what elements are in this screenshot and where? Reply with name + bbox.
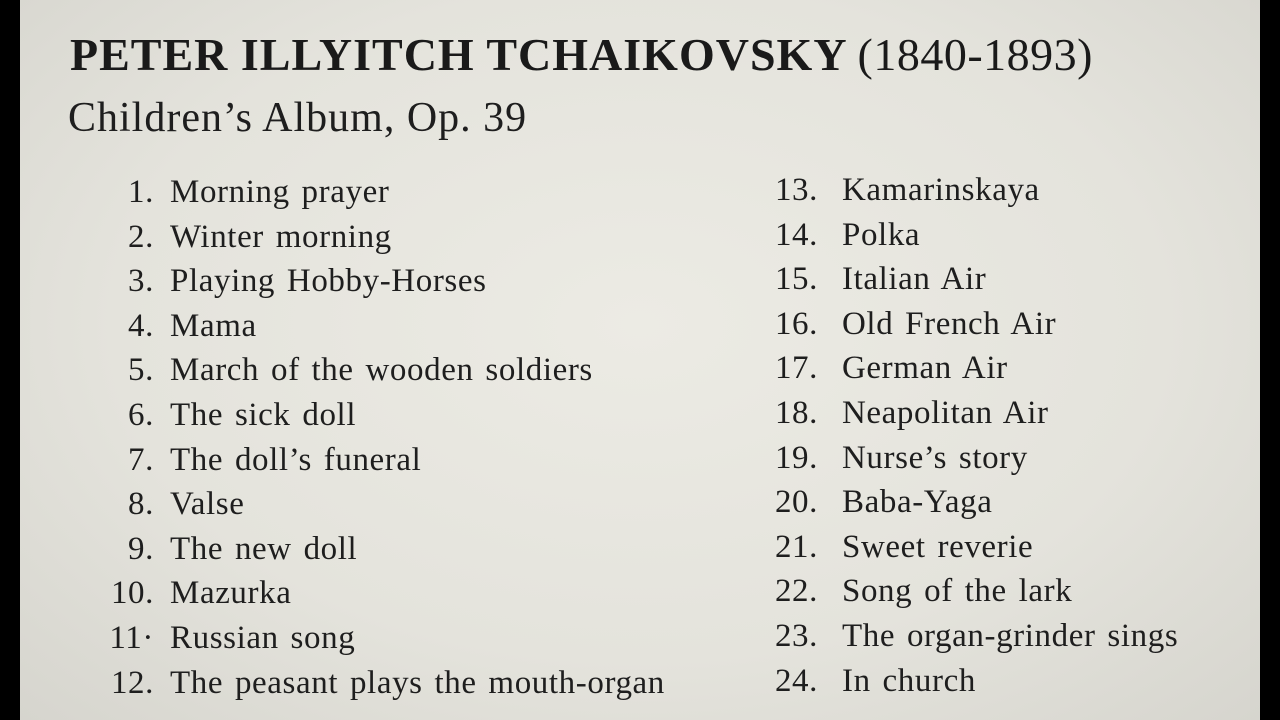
composer-years: (1840-1893) — [857, 29, 1094, 80]
track-title: Russian song — [170, 619, 356, 656]
track-list-right — [762, 168, 1178, 703]
track-number: 11· — [109, 619, 154, 656]
track-title: Baba-Yaga — [842, 484, 993, 521]
track-number: 14. — [774, 216, 818, 253]
track-item — [78, 438, 665, 483]
track-number: 4. — [128, 307, 154, 344]
track-title: The doll’s funeral — [170, 441, 422, 478]
track-item — [78, 527, 665, 572]
track-title: Italian Air — [842, 261, 987, 298]
track-number: 7. — [128, 441, 154, 478]
track-title: Winter morning — [170, 218, 392, 255]
track-title: Mama — [170, 307, 257, 344]
track-title: March of the wooden soldiers — [170, 352, 593, 389]
track-title: The peasant plays the mouth-organ — [170, 664, 665, 701]
track-number: 16. — [774, 305, 818, 342]
track-title: Neapolitan Air — [842, 394, 1049, 431]
track-title: Valse — [170, 486, 245, 523]
page-title — [70, 28, 1093, 81]
track-item — [78, 661, 665, 706]
track-item — [762, 213, 1178, 258]
track-title: Kamarinskaya — [842, 172, 1040, 208]
track-number: 23. — [774, 617, 818, 654]
track-title: In church — [842, 662, 976, 699]
track-title: The new doll — [170, 530, 358, 567]
track-item — [78, 215, 665, 260]
track-item — [78, 393, 665, 438]
track-number: 3. — [128, 263, 154, 300]
track-number: 2. — [128, 218, 154, 255]
track-item — [78, 348, 665, 393]
track-title: Playing Hobby-Horses — [170, 263, 487, 300]
track-title: Polka — [842, 216, 921, 253]
track-number: 15. — [774, 261, 818, 298]
track-item — [78, 304, 665, 349]
track-title: German Air — [842, 350, 1008, 387]
track-item — [78, 616, 665, 661]
track-number: 17. — [774, 350, 818, 387]
track-item — [78, 482, 665, 527]
track-number: 24. — [774, 662, 818, 699]
track-number: 21. — [774, 528, 818, 565]
track-title: Old French Air — [842, 305, 1057, 342]
track-item — [762, 436, 1178, 481]
track-number: 6. — [128, 396, 154, 433]
track-title: The sick doll — [170, 396, 357, 433]
track-number: 8. — [128, 486, 154, 523]
track-item — [762, 525, 1178, 570]
track-number: 1. — [128, 174, 154, 210]
track-item — [78, 259, 665, 304]
track-title: Sweet reverie — [842, 528, 1034, 565]
track-number: 22. — [774, 573, 818, 610]
track-item — [762, 569, 1178, 614]
track-number: 10. — [110, 575, 154, 612]
track-item — [78, 170, 665, 215]
track-item — [762, 480, 1178, 525]
track-item — [762, 168, 1178, 213]
track-title: Song of the lark — [842, 573, 1073, 610]
track-number: 5. — [128, 352, 154, 389]
composer-name: PETER ILLYITCH TCHAIKOVSKY — [70, 29, 848, 80]
work-title: Children’s Album, Op. 39 — [68, 95, 528, 141]
track-item — [78, 571, 665, 616]
track-item — [762, 257, 1178, 302]
track-item — [762, 391, 1178, 436]
track-title: Mazurka — [170, 575, 292, 612]
track-item — [762, 659, 1178, 704]
track-number: 18. — [774, 394, 818, 431]
track-list-left — [78, 170, 665, 705]
track-title: Nurse’s story — [842, 439, 1028, 476]
track-number: 13. — [774, 172, 818, 208]
track-title: Morning prayer — [170, 174, 390, 210]
track-item — [762, 302, 1178, 347]
track-item — [762, 614, 1178, 659]
track-item — [762, 346, 1178, 391]
track-title: The organ-grinder sings — [842, 617, 1179, 654]
track-number: 19. — [774, 439, 818, 476]
track-number: 12. — [110, 664, 154, 701]
track-number: 20. — [774, 484, 818, 521]
track-number: 9. — [128, 530, 154, 567]
album-sleeve-page — [20, 0, 1260, 720]
